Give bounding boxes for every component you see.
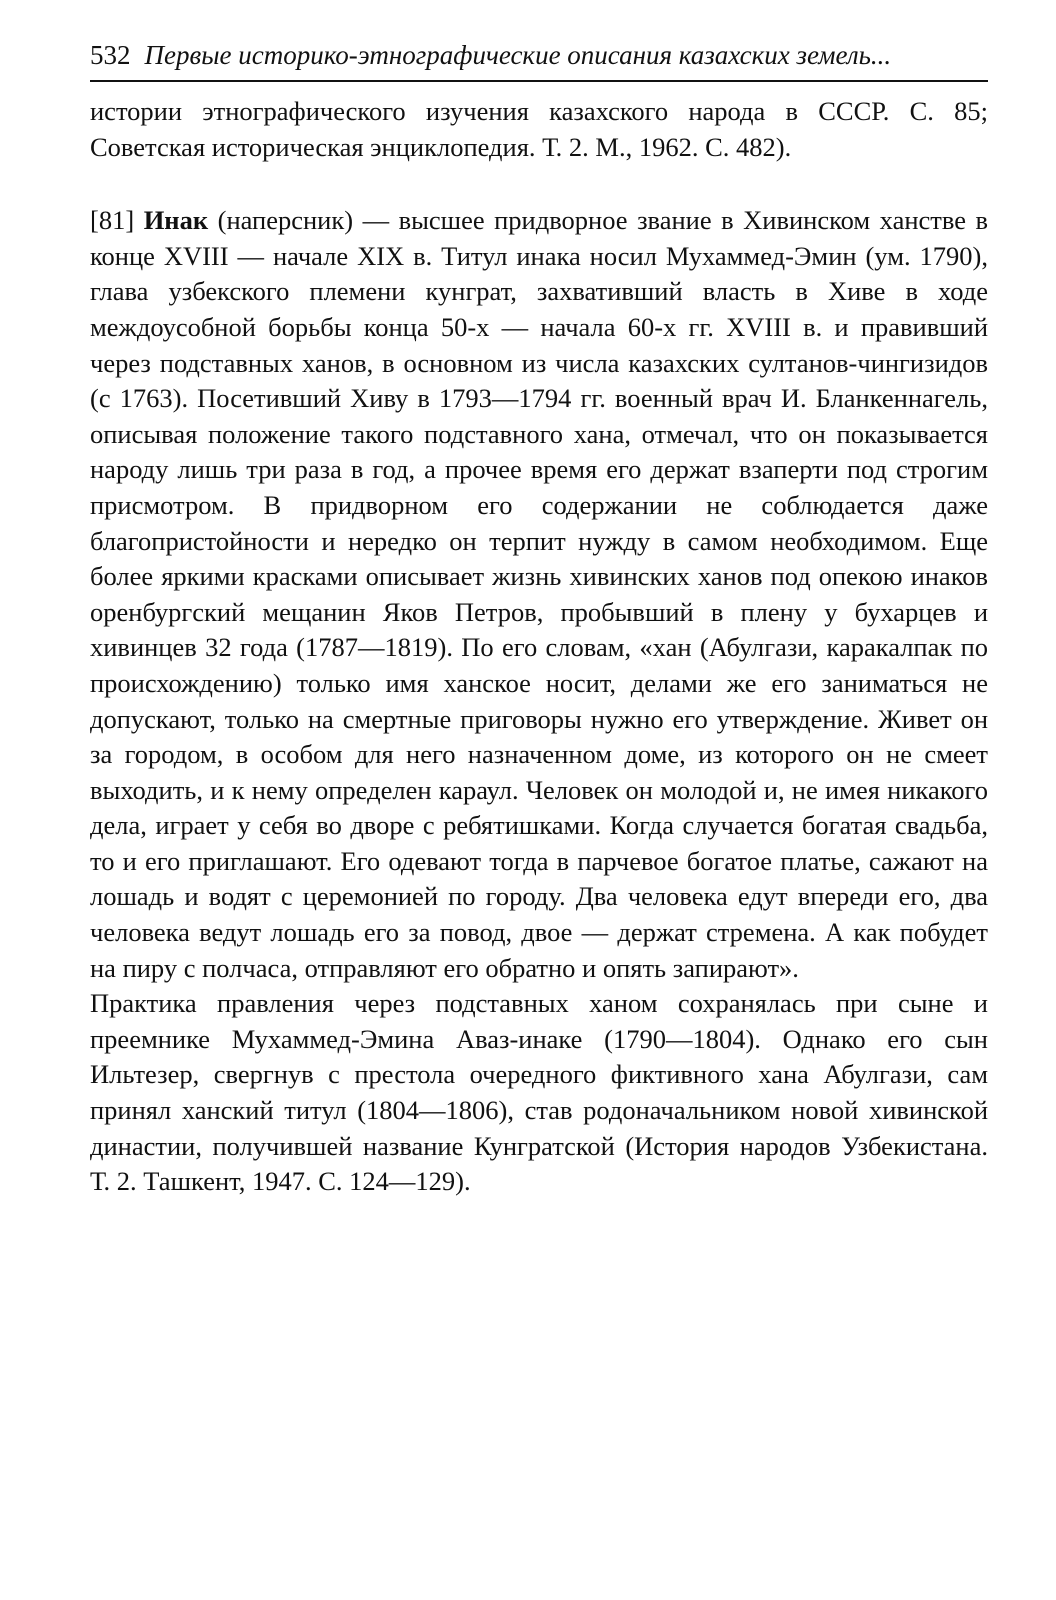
note-headword: Инак (143, 205, 209, 236)
running-head (90, 38, 988, 82)
paragraph-2: Практика правления через подставных ханом сохранялась при сыне и преемнике Мухаммед-Эмина Аваз-инаке (1790—1804). Однако его сын Ильтезер, свергнув с престола очередного фиктивного хана Абулгази, сам принял ханский титул (1804—1806), став родоначальником новой хивинской династии, получившей название Кунгратской (История народов Узбекистана. Т. 2. Ташкент, 1947. С. 124—129). (90, 988, 988, 1197)
continuation-paragraph: истории этнографического изучения казахского народа в СССР. С. 85; Советская историческая энциклопедия. Т. 2. М., 1962. С. 482). (90, 96, 988, 162)
note-body: (наперсник) — высшее придворное звание в Хивинском ханстве в конце XVIII — начале XIX в. Титул инака носил Мухаммед-Эмин (ум. 1790), глава узбекского племени кунграт, захвативший власть в Хиве в ходе междоусобной борьбы конца 50-х — начала 60-х гг. XVIII в. и правивший через подставных ханов, в основном из числа казахских султанов-чингизидов (с 1763). Посетивший Хиву в 1793—1794 гг. военный врач И. Бланкеннагель, описывая положение такого подставного хана, отмечал, что он показывается народу лишь три раза в год, а прочее время его держат взаперти под строгим присмотром. В придворном его содержании не соблюдается даже благопристойности и нередко он терпит нужду в самом необходимом. Еще более яркими красками описывает жизнь хивинских ханов под опекою инаков оренбургский мещанин Яков Петров, пробывший в плену у бухарцев и хивинцев 32 года (1787—1819). По его словам, «хан (Абулгази, каракалпак по происхождению) только имя ханское носит, делами же его заниматься не допускают, только на смертные приговоры нужно его утверждение. Живет он за городом, в особом для него назначенном доме, из которого он не смеет выходить, и к нему определен караул. Человек он молодой и, не имея никакого дела, играет у себя во дворе с ребятишками. Когда случается богатая свадьба, то и его приглашают. Его одевают тогда в парчевое богатое платье, сажают на лошадь и водят с церемонией по городу. Два человека едут впереди его, два человека ведут лошадь его за повод, двое — держат стремена. А как побудет на пиру с полчаса, отправляют его обратно и опять запирают». (90, 205, 989, 983)
note-marker: [81] (90, 205, 135, 236)
note-81 (90, 203, 988, 986)
running-title: Первые историко-этнографические описания казахских земель... (144, 40, 892, 70)
page (90, 38, 988, 1200)
page-number: 532 (90, 40, 131, 70)
